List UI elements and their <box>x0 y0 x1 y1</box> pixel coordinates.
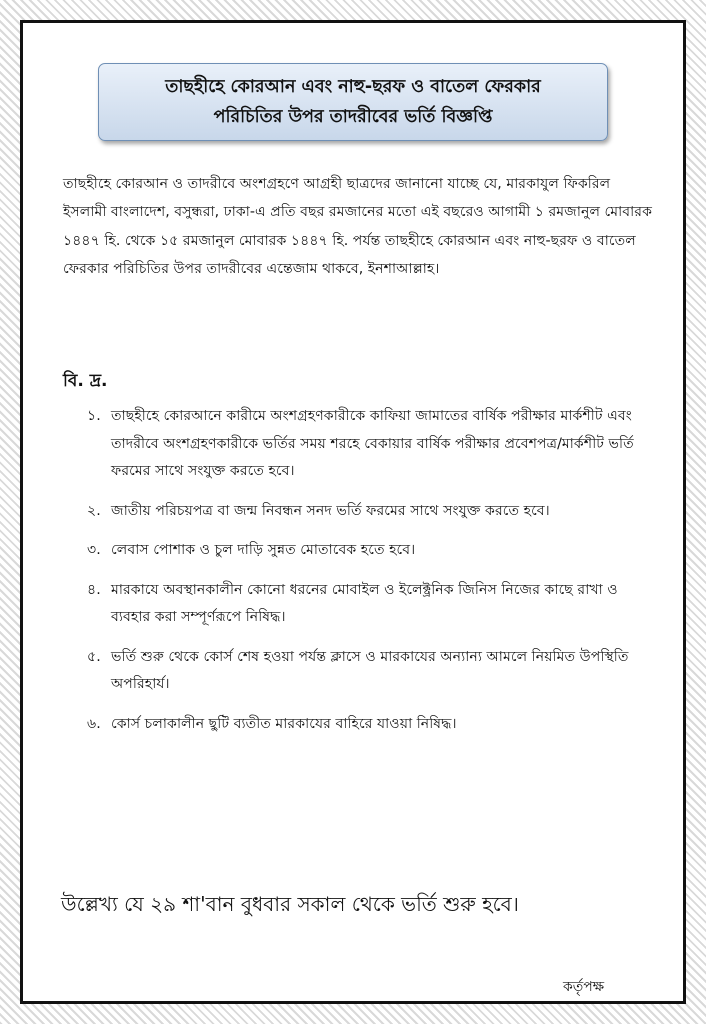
signature: কর্তৃপক্ষ <box>563 979 605 995</box>
list-item <box>87 498 657 526</box>
notice-frame <box>20 20 686 1004</box>
list-item-text: জাতীয় পরিচয়পত্র বা জন্ম নিবন্ধন সনদ ভর্তি ফরমের সাথে সংযুক্ত করতে হবে। <box>111 502 550 519</box>
list-item-text: ভর্তি শুরু থেকে কোর্স শেষ হওয়া পর্যন্ত ক্লাসে ও মারকাযের অন্যান্য আমলে নিয়মিত উপস্থিতি অপরিহার্য। <box>111 648 629 692</box>
list-item <box>87 577 657 632</box>
list-item <box>87 644 657 699</box>
title-line-1: তাছহীহে কোরআন এবং নাহু-ছরফ ও বাতেল ফেরকার <box>165 77 541 97</box>
list-item-text: মারকাযে অবস্থানকালীন কোনো ধরনের মোবাইল ও ইলেক্ট্রনিক জিনিস নিজের কাছে রাখা ও ব্যবহার করা সম্পূর্ণরূপে নিষিদ্ধ। <box>111 581 618 625</box>
list-item <box>87 711 657 739</box>
list-item-number: ৬. <box>87 715 101 732</box>
list-item <box>87 537 657 565</box>
list-item-text: লেবাস পোশাক ও চুল দাড়ি সুন্নত মোতাবেক হতে হবে। <box>111 542 416 558</box>
note-heading: বি. দ্র. <box>63 371 108 391</box>
list-item <box>87 403 657 486</box>
list-item-text: কোর্স চলাকালীন ছুটি ব্যতীত মারকাযের বাহিরে যাওয়া নিষিদ্ধ। <box>111 715 457 732</box>
list-item-number: ৫. <box>87 648 101 665</box>
closing-statement: উল্লেখ্য যে ২৯ শা'বান বুধবার সকাল থেকে ভর্তি শুরু হবে। <box>61 892 519 916</box>
list-item-number: ২. <box>87 502 101 519</box>
list-item-number: ৪. <box>87 581 101 598</box>
title-line-2: পরিচিতির উপর তাদরীবের ভর্তি বিজ্ঞপ্তি <box>213 107 493 127</box>
intro-paragraph: তাছহীহে কোরআন ও তাদরীবে অংশগ্রহণে আগ্রহী ছাত্রদের জানানো যাচ্ছে যে, মারকাযুল ফিকরিল ইসলামী বাংলাদেশ, বসুন্ধরা, ঢাকা-এ প্রতি বছর রমজানের মতো এই বছরেও আগামী ১ রমজানুল মোবারক ১৪৪৭ হি. থেকে ১৫ রমজানুল মোবারক ১৪৪৭ হি. পর্যন্ত তাছহীহে কোরআন এবং নাহু-ছরফ ও বাতেল ফেরকার পরিচিতির উপর তাদরীবের এন্তেজাম থাকবে, ইনশাআল্লাহ। <box>63 176 653 277</box>
title-box <box>98 63 608 141</box>
note-list <box>87 403 657 738</box>
list-item-number: ৩. <box>87 542 101 558</box>
list-item-number: ১. <box>87 408 101 424</box>
list-item-text: তাছহীহে কোরআনে কারীমে অংশগ্রহণকারীকে কাফিয়া জামাতের বার্ষিক পরীক্ষার মার্কশীট এবং তাদরীবে অংশগ্রহণকারীকে ভর্তির সময় শরহে বেকায়ার বার্ষিক পরীক্ষার প্রবেশপত্র/মার্কশীট ভর্তি ফরমের সাথে সংযুক্ত করতে হবে। <box>111 408 634 479</box>
